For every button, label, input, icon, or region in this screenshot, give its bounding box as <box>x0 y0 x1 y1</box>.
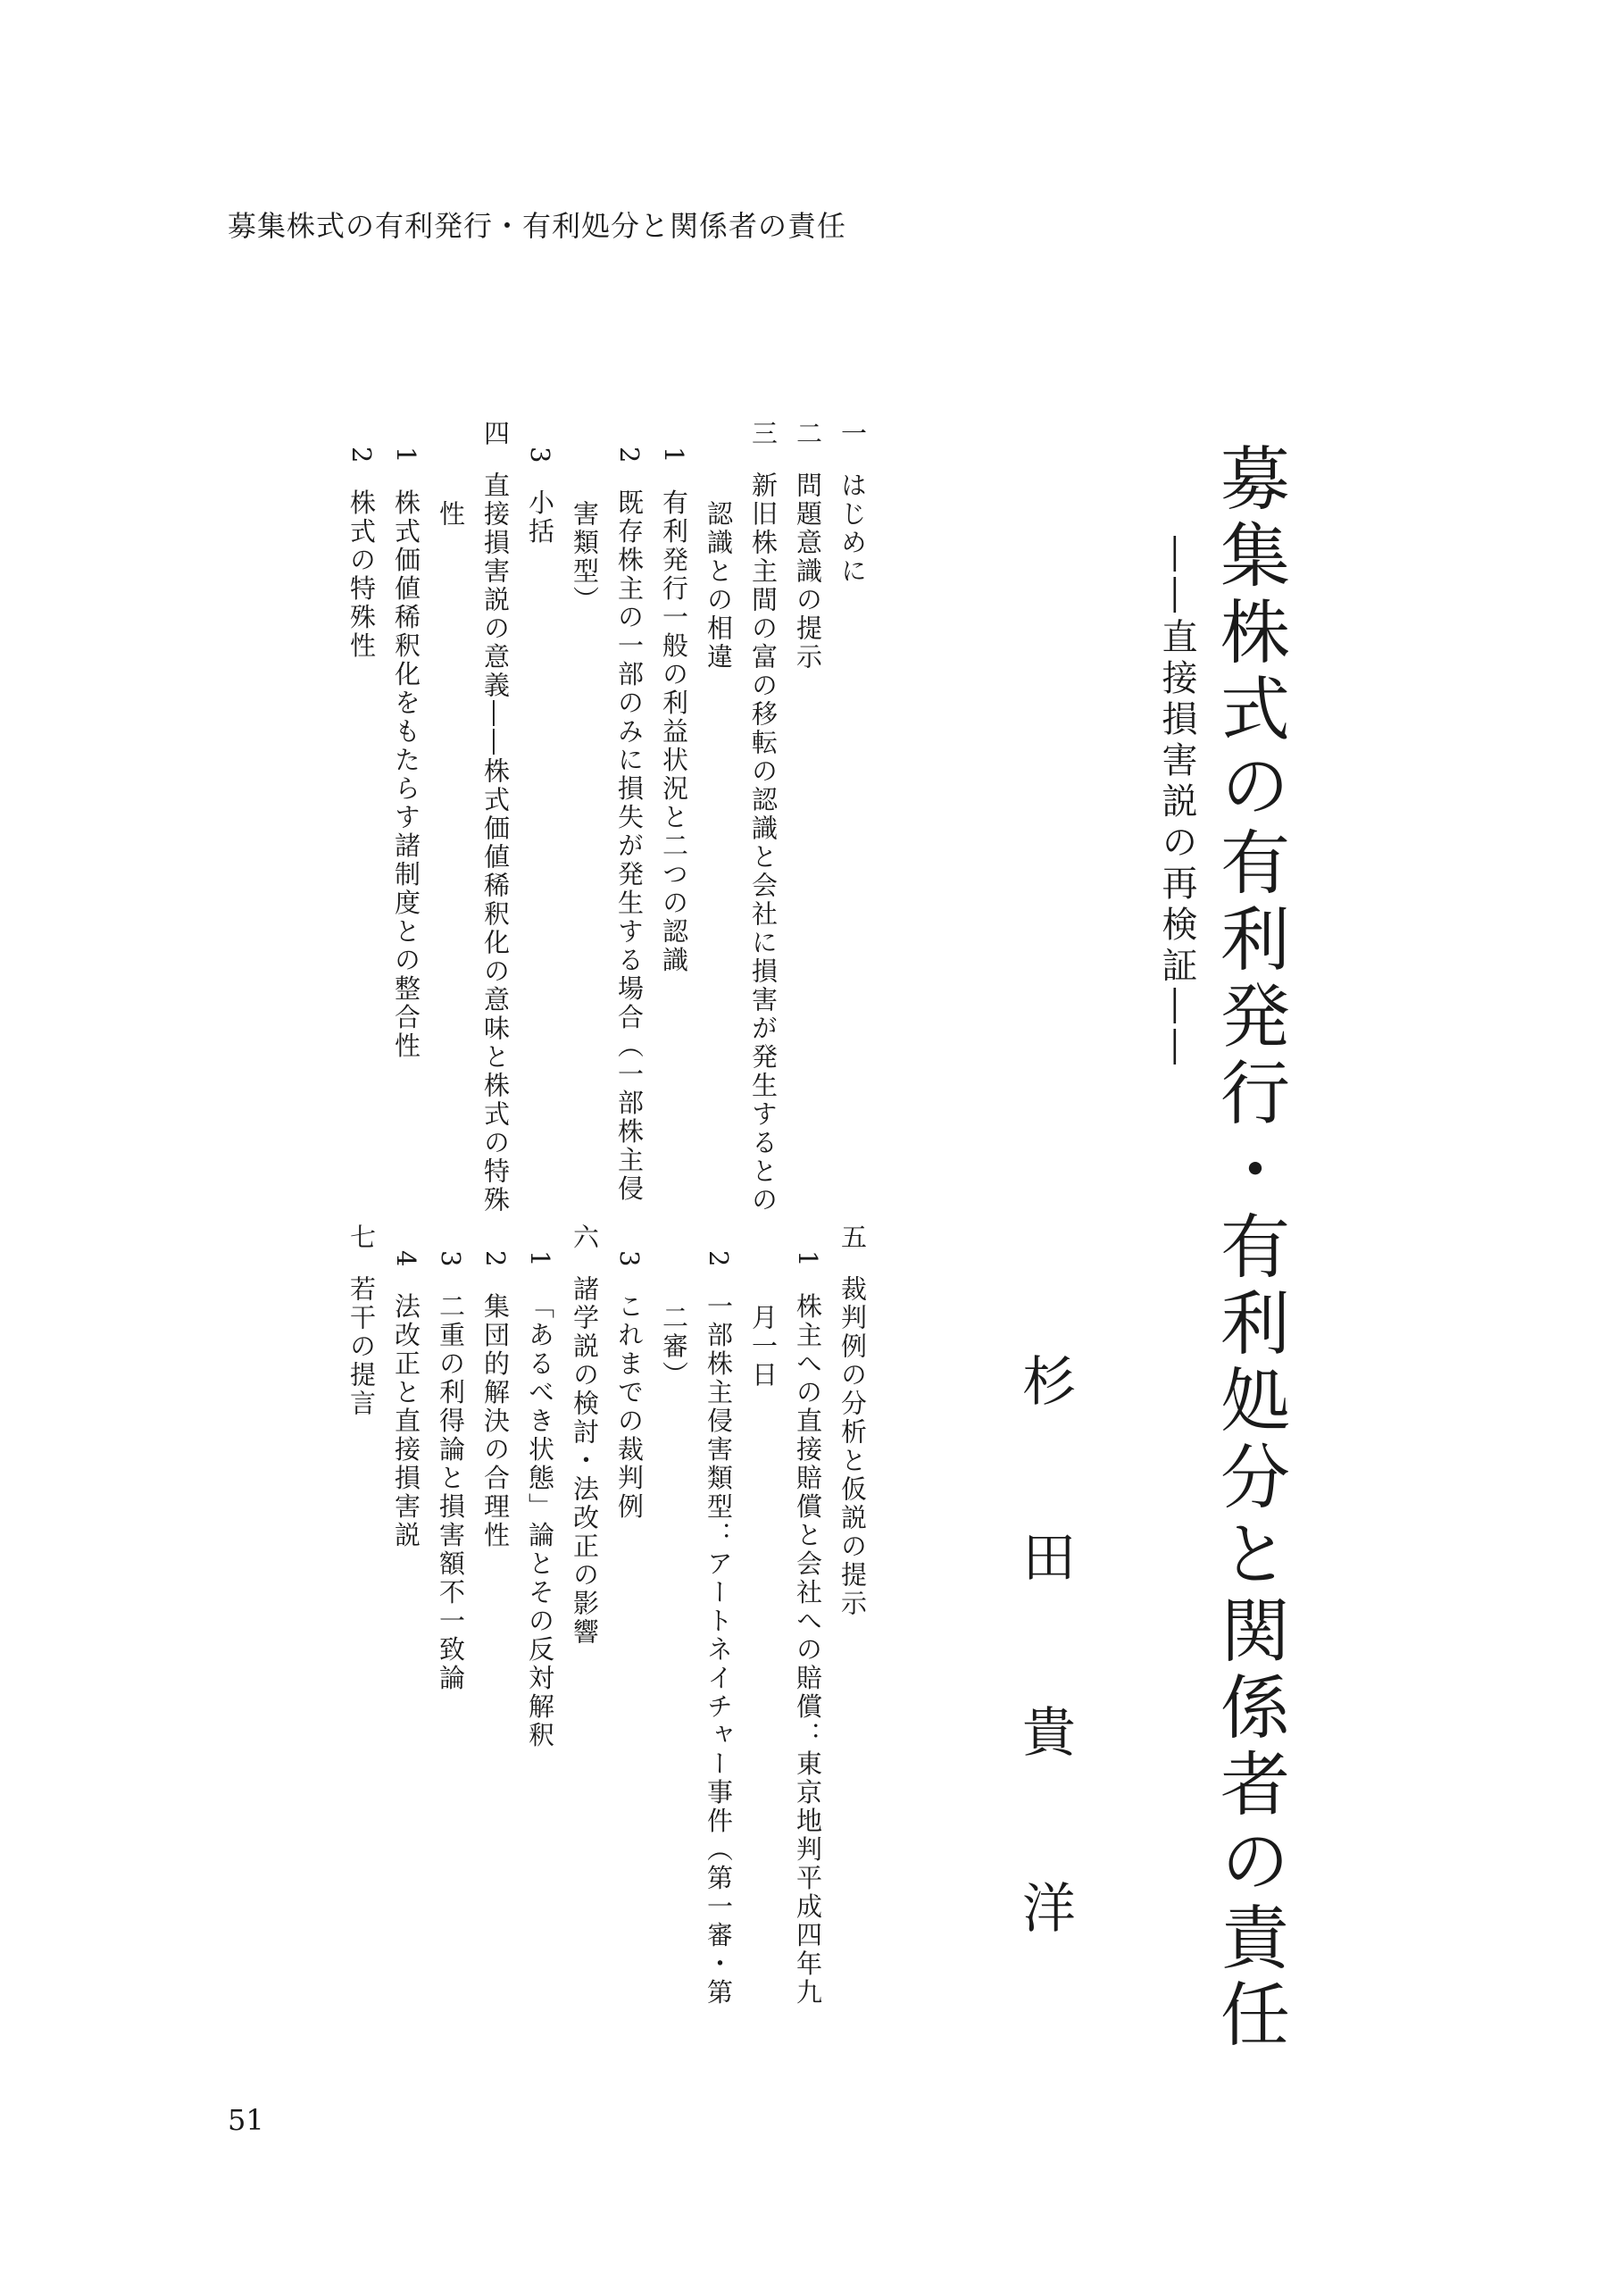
author-char: 田 <box>1013 1528 1076 1582</box>
table-of-contents-upper <box>312 420 875 1313</box>
toc-entry <box>429 1223 473 2018</box>
toc-entry-text: 裁判例の分析と仮説の提示 <box>837 1275 868 1618</box>
toc-entry-text: 月一日 <box>748 1304 779 1390</box>
toc-entry-number: 1 <box>391 447 421 466</box>
toc-entry <box>607 420 652 1215</box>
toc-entry-number: 1 <box>525 1250 555 1270</box>
toc-entry-number: 1 <box>793 1250 823 1270</box>
author-char: 貴 <box>1013 1704 1076 1758</box>
toc-entry-number: 1 <box>659 447 689 466</box>
toc-entry-number: 3 <box>525 447 555 466</box>
toc-entry <box>339 420 384 1215</box>
toc-entry-number: 四 <box>480 420 511 448</box>
page-number: 51 <box>228 2103 264 2137</box>
toc-entry-text: 害類型） <box>570 500 600 614</box>
toc-entry <box>741 1223 786 2072</box>
toc-entry <box>562 1223 607 1991</box>
author-char: 杉 <box>1013 1353 1076 1407</box>
author-char: 洋 <box>1013 1879 1076 1933</box>
toc-entry-text: 株式価値稀釈化をもたらす諸制度との整合性 <box>391 488 421 1061</box>
toc-entry <box>518 420 562 1215</box>
toc-entry <box>562 420 607 1268</box>
toc-entry-number: 3 <box>614 1250 645 1270</box>
toc-entry <box>830 1223 875 1991</box>
toc-entry <box>518 1223 562 2018</box>
toc-entry-text: 株主への直接賠償と会社への賠償：東京地判平成四年九 <box>793 1292 823 2008</box>
toc-entry-number: 七 <box>346 1223 377 1252</box>
toc-entry-text: 直接損害説の意義――株式価値稀釈化の意味と株式の特殊 <box>480 472 511 1215</box>
toc-entry-text: 「あるべき状態」論とその反対解釈 <box>525 1292 555 1750</box>
author-name <box>1004 1353 1085 1933</box>
toc-entry-number: 2 <box>614 447 645 466</box>
toc-entry <box>696 1223 741 2018</box>
toc-entry-text: 二重の利得論と損害額不一致論 <box>436 1292 466 1693</box>
toc-entry-number: 一 <box>837 420 868 448</box>
toc-entry-text: 法改正と直接損害説 <box>391 1292 421 1550</box>
running-head: 募集株式の有利発行・有利処分と関係者の責任 <box>228 209 847 243</box>
toc-entry-number: 2 <box>704 1250 734 1270</box>
toc-entry-text: これまでの裁判例 <box>614 1292 645 1522</box>
toc-entry-text: 株式の特殊性 <box>346 488 377 661</box>
toc-entry <box>339 1223 384 1991</box>
toc-entry <box>429 420 473 1268</box>
toc-entry-number: 二 <box>793 420 823 448</box>
toc-entry-text: はじめに <box>837 472 868 586</box>
toc-entry-text: 二審） <box>659 1304 689 1390</box>
toc-entry <box>473 420 518 1215</box>
toc-entry-text: 問題意識の提示 <box>793 472 823 672</box>
toc-entry-text: 集団的解決の合理性 <box>480 1292 511 1550</box>
toc-entry <box>384 1223 429 2018</box>
article-subtitle: ――直接損害説の再検証―― <box>1156 536 1197 1070</box>
toc-entry-text: 有利発行一般の利益状況と二つの認識 <box>659 488 689 975</box>
toc-entry-text: 性 <box>436 500 466 529</box>
toc-entry <box>696 420 741 1268</box>
toc-entry <box>786 1223 830 2018</box>
toc-entry <box>741 420 786 1215</box>
toc-entry-number: 六 <box>570 1223 600 1252</box>
toc-entry <box>384 420 429 1215</box>
toc-entry-text: 若干の提言 <box>346 1275 377 1418</box>
toc-entry-number: 三 <box>748 420 779 448</box>
toc-entry-number: 3 <box>436 1250 466 1270</box>
toc-entry <box>607 1223 652 2018</box>
toc-entry-text: 認識との相違 <box>704 500 734 672</box>
toc-entry-number: 2 <box>480 1250 511 1270</box>
toc-entry-text: 一部株主侵害類型：アートネイチャー事件（第一審・第 <box>704 1292 734 2008</box>
toc-entry <box>652 1223 696 2072</box>
toc-entry-text: 新旧株主間の富の移転の認識と会社に損害が発生するとの <box>748 472 779 1215</box>
toc-entry <box>830 420 875 1188</box>
article-title: 募集株式の有利発行・有利処分と関係者の責任 <box>1209 442 1289 2055</box>
toc-entry-text: 小括 <box>525 488 555 547</box>
toc-entry <box>473 1223 518 2018</box>
toc-entry-text: 既存株主の一部のみに損失が発生する場合（一部株主侵 <box>614 488 645 1204</box>
table-of-contents-lower <box>312 1223 875 2116</box>
toc-entry-number: 2 <box>346 447 377 466</box>
toc-entry <box>652 420 696 1215</box>
toc-entry-number: 五 <box>837 1223 868 1252</box>
toc-entry-number: 4 <box>391 1250 421 1270</box>
toc-entry-text: 諸学説の検討・法改正の影響 <box>570 1275 600 1647</box>
toc-entry <box>786 420 830 1188</box>
